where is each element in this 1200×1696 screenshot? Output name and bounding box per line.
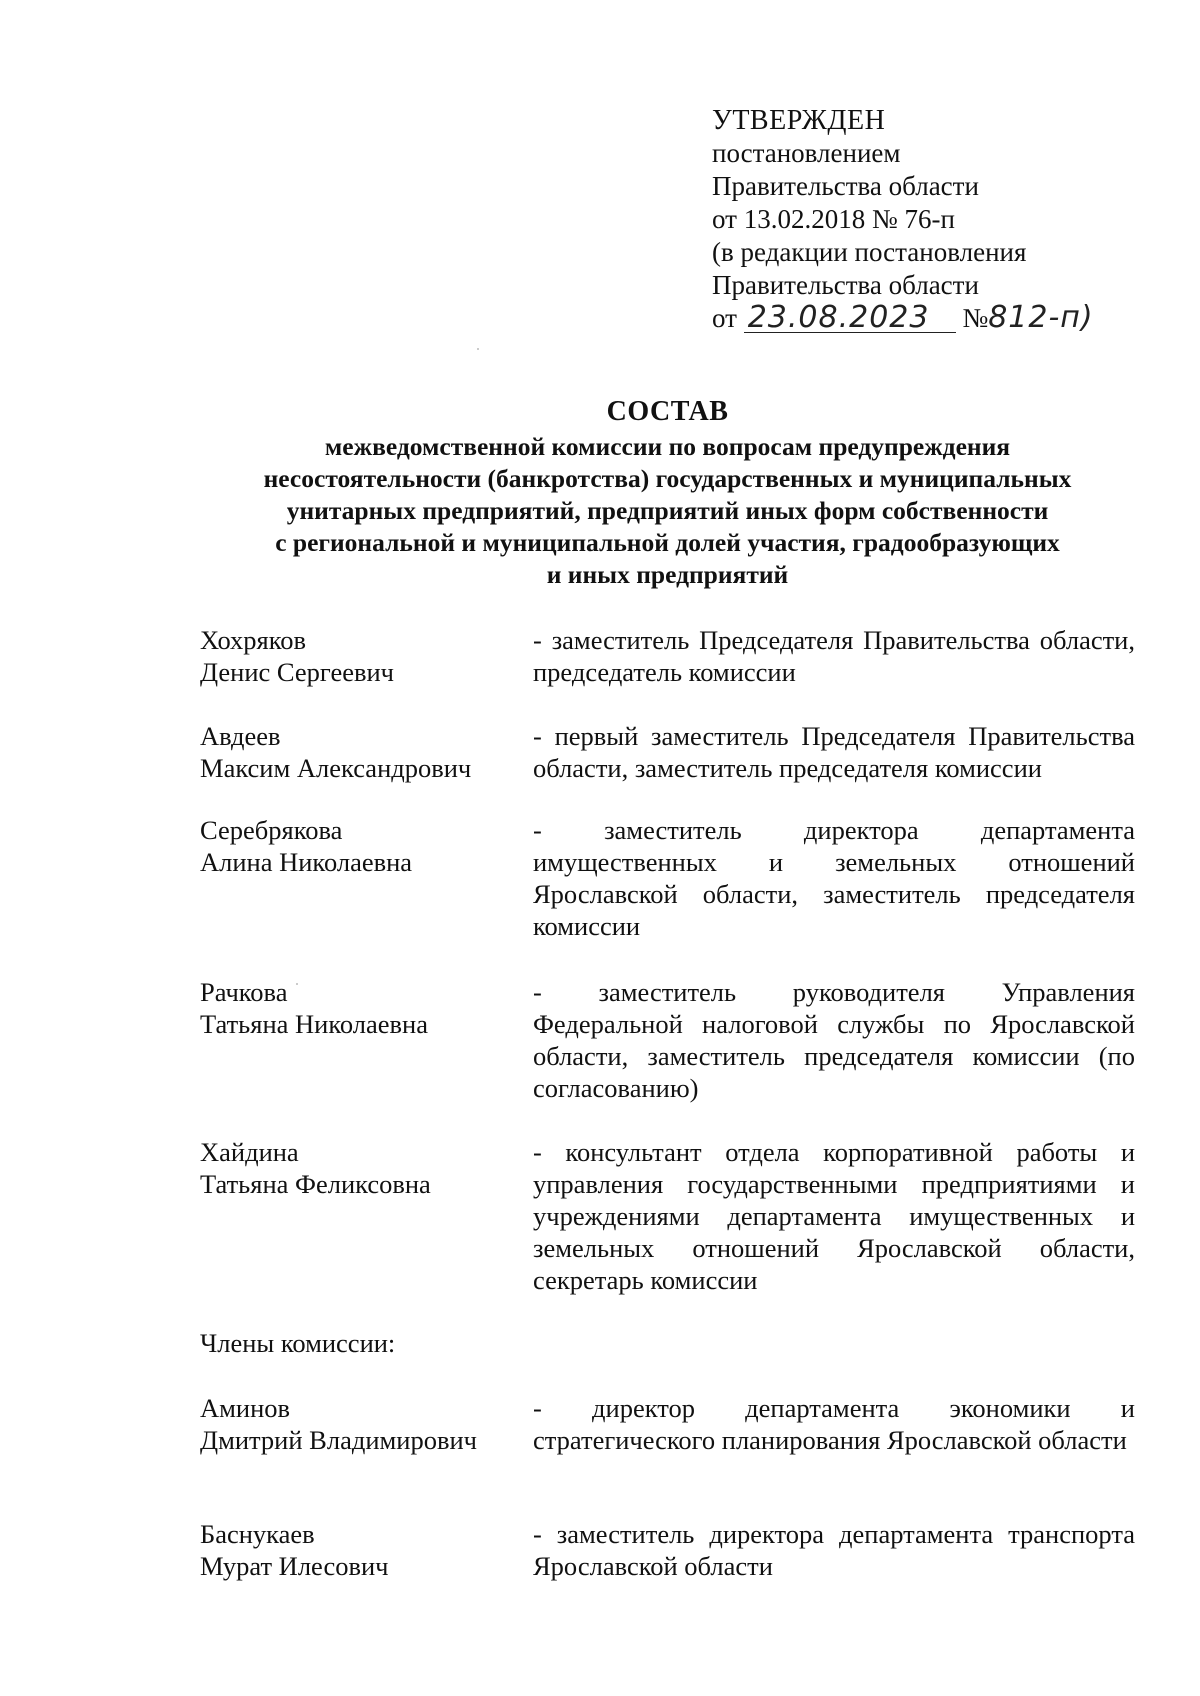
- member-surname: Серебрякова: [200, 815, 343, 845]
- approval-date-line: [712, 302, 1094, 335]
- approval-heading: УТВЕРЖДЕН: [712, 105, 886, 136]
- member-surname: Рачкова: [200, 977, 288, 1007]
- approval-line: постановлением: [712, 138, 901, 168]
- member-role: - консультант отдела корпоративной работы и управления государственными предприятиями и учреждениями департамента имущественных и земельных отношений Ярославской области, секретарь комиссии: [533, 1137, 1135, 1295]
- member-given-names: Максим Александрович: [200, 753, 472, 783]
- member-surname: Хайдина: [200, 1137, 299, 1167]
- number-prefix: №: [962, 303, 989, 333]
- member-role: - директор департамента экономики и стратегического планирования Ярославской области: [533, 1393, 1135, 1455]
- member-surname: Хохряков: [200, 625, 307, 655]
- approval-line: от 13.02.2018 № 76-п: [712, 204, 955, 234]
- member-role: - заместитель директора департамента имущественных и земельных отношений Ярославской области, заместитель председателя комиссии: [533, 815, 1135, 941]
- member-role: - заместитель руководителя Управления Федеральной налоговой службы по Ярославской области, заместитель председателя комиссии (по согласованию): [533, 977, 1135, 1103]
- title-line: межведомственной комиссии по вопросам предупреждения: [324, 432, 1011, 461]
- title-line: и иных предприятий: [546, 560, 789, 589]
- approval-line: (в редакции постановления: [712, 237, 1027, 267]
- member-role: - заместитель директора департамента транспорта Ярославской области: [533, 1519, 1135, 1581]
- member-name: [200, 720, 520, 784]
- member-surname: Аминов: [200, 1393, 291, 1423]
- handwritten-date: 23.08.2023: [744, 304, 956, 333]
- scan-speck: [477, 348, 479, 350]
- document-title: [120, 395, 1200, 591]
- date-prefix: от: [712, 303, 737, 333]
- member-given-names: Дмитрий Владимирович: [200, 1425, 477, 1455]
- member-surname: Авдеев: [200, 721, 281, 751]
- member-given-names: Алина Николаевна: [200, 847, 413, 877]
- member-name: [200, 1392, 520, 1456]
- member-given-names: Мурат Илесович: [200, 1551, 389, 1581]
- members-section-label: Члены комиссии:: [200, 1328, 396, 1358]
- handwritten-number: 812-п): [988, 300, 1094, 335]
- member-name: [200, 624, 520, 688]
- title-line: с региональной и муниципальной долей участия, градообразующих: [275, 528, 1060, 557]
- approval-stamp-block: [712, 104, 1094, 335]
- member-surname: Баснукаев: [200, 1519, 315, 1549]
- member-name: [200, 814, 520, 878]
- scan-speck: [296, 983, 298, 985]
- approval-line: Правительства области: [712, 171, 979, 201]
- member-role: - заместитель Председателя Правительства области, председатель комиссии: [533, 625, 1135, 687]
- member-name: [200, 976, 520, 1040]
- member-given-names: Денис Сергеевич: [200, 657, 394, 687]
- member-given-names: Татьяна Николаевна: [200, 1009, 428, 1039]
- approval-line: Правительства области: [712, 270, 979, 300]
- title-main: СОСТАВ: [606, 396, 729, 427]
- title-line: унитарных предприятий, предприятий иных форм собственности: [286, 496, 1049, 525]
- title-line: несостоятельности (банкротства) государственных и муниципальных: [263, 464, 1072, 493]
- member-role: - первый заместитель Председателя Правительства области, заместитель председателя комиссии: [533, 721, 1135, 783]
- member-name: [200, 1136, 520, 1200]
- member-name: [200, 1518, 520, 1582]
- member-given-names: Татьяна Феликсовна: [200, 1169, 431, 1199]
